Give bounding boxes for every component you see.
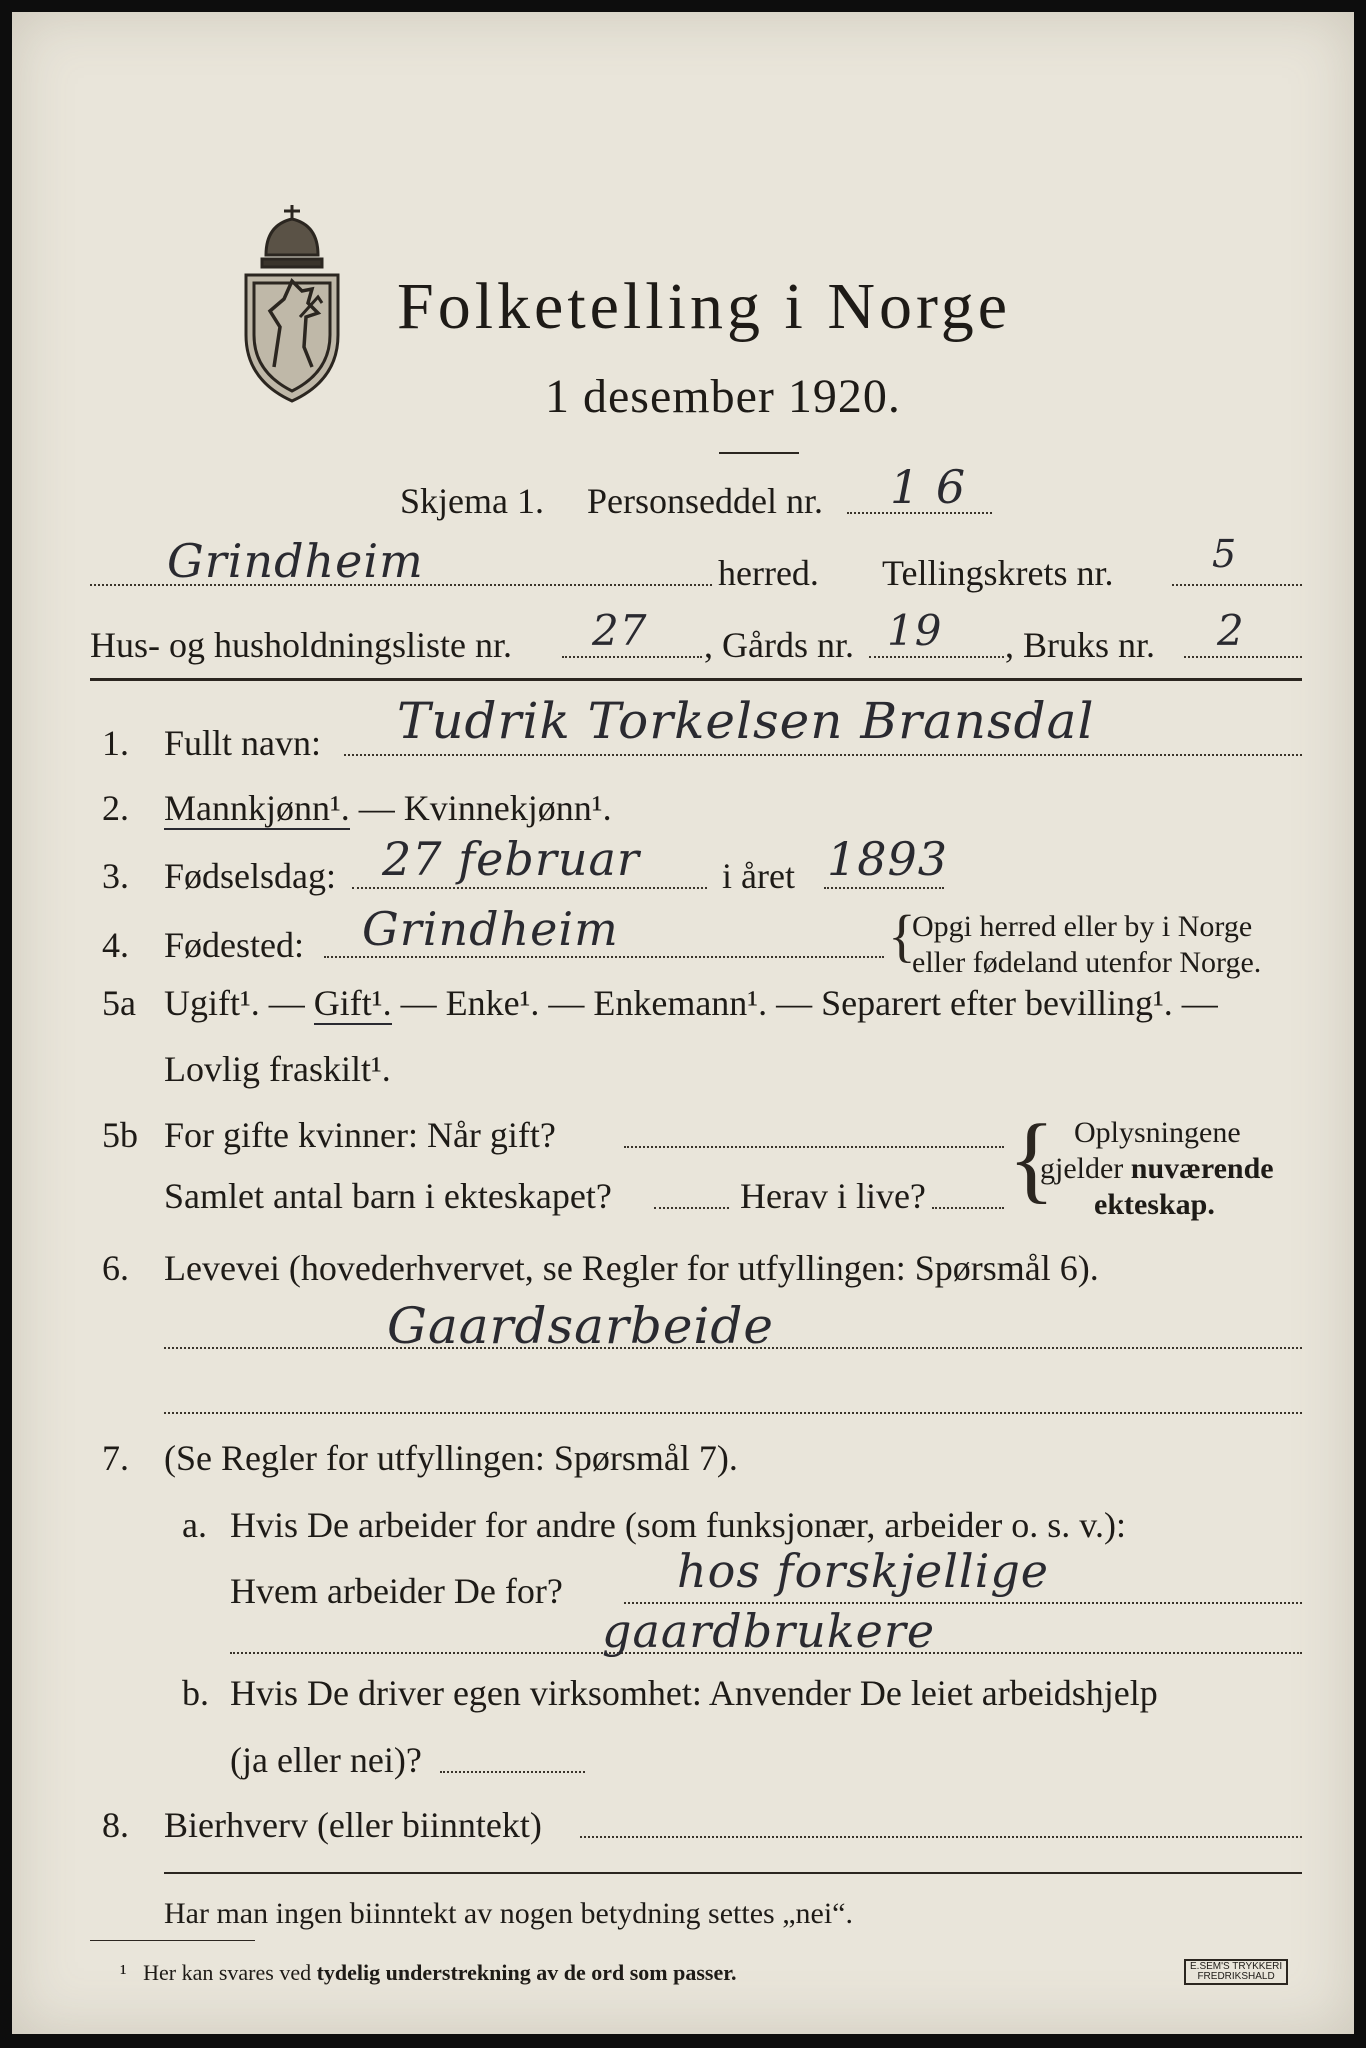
birthplace-value[interactable]: Grindheim xyxy=(362,902,619,956)
husholdningsliste-value[interactable]: 27 xyxy=(592,606,648,655)
herred-value[interactable]: Grindheim xyxy=(167,534,424,588)
occupation-label: Levevei (hovederhvervet, se Regler for utfyllingen: Spørsmål 6). xyxy=(164,1248,1099,1288)
tellingskrets-label: Tellingskrets nr. xyxy=(882,553,1114,593)
side-income-label: Bierhverv (eller biinntekt) xyxy=(164,1805,542,1845)
q6-number: 6. xyxy=(102,1248,129,1288)
birthplace-note-line1: Opgi herred eller by i Norge xyxy=(912,910,1253,943)
gards-value[interactable]: 19 xyxy=(887,606,943,655)
title-divider xyxy=(719,452,799,454)
children-count-label: Samlet antal barn i ekteskapet? xyxy=(164,1176,612,1216)
marriage-note-line2: gjelder nuværende xyxy=(1040,1152,1274,1185)
employer-value-line2[interactable]: gaardbrukere xyxy=(602,1604,936,1658)
gards-label: , Gårds nr. xyxy=(704,625,854,665)
bruks-label: , Bruks nr. xyxy=(1005,625,1156,665)
q3-number: 3. xyxy=(102,856,129,896)
q7-label: (Se Regler for utfyllingen: Spørsmål 7). xyxy=(164,1438,738,1478)
marital-status-options: Ugift¹. — Gift¹. — Enke¹. — Enkemann¹. — Separert efter bevilling¹. — xyxy=(164,983,1218,1023)
birthplace-note-brace: { xyxy=(888,903,916,968)
husholdningsliste-label: Hus- og husholdningsliste nr. xyxy=(90,625,513,665)
footnote-divider xyxy=(90,1940,255,1941)
full-name-value[interactable]: Tudrik Torkelsen Bransdal xyxy=(397,692,1095,750)
header-divider xyxy=(90,678,1302,681)
employer-value-line1[interactable]: hos forskjellige xyxy=(677,1544,1050,1598)
personseddel-label: Personseddel nr. xyxy=(587,481,823,521)
other-status-options[interactable]: — Enke¹. — Enkemann¹. — Separert efter bevilling¹. — xyxy=(391,983,1218,1023)
census-form-sheet xyxy=(12,12,1354,2034)
schema-label: Skjema 1. xyxy=(400,481,544,521)
form-date: 1 desember 1920. xyxy=(545,370,901,423)
ugift-option[interactable]: Ugift¹. xyxy=(164,983,260,1023)
footnote: ¹ Her kan svares ved tydelig understrekning av de ord som passer. xyxy=(120,1960,737,1985)
herred-label: herred. xyxy=(718,553,819,593)
q7a-number: a. xyxy=(182,1505,207,1545)
printer-stamp: E.SEM'S TRYKKERI FREDRIKSHALD xyxy=(1184,1959,1288,1985)
no-income-note: Har man ingen biinntekt av nogen betydning settes „nei“. xyxy=(164,1897,853,1930)
q7a-text: Hvis De arbeider for andre (som funksjonær, arbeider o. s. v.): xyxy=(230,1505,1126,1545)
birthdate-value[interactable]: 27 februar xyxy=(382,832,640,886)
birthdate-label: Fødselsdag: xyxy=(164,856,337,896)
q4-number: 4. xyxy=(102,925,129,965)
sex-options: Mannkjønn¹. — Kvinnekjønn¹. xyxy=(164,788,612,828)
marriage-note-line1: Oplysningene xyxy=(1074,1116,1241,1149)
birthyear-value[interactable]: 1893 xyxy=(827,832,949,886)
personseddel-value[interactable]: 1 6 xyxy=(890,460,967,514)
birthplace-note-line2: eller fødeland utenfor Norge. xyxy=(912,946,1262,979)
marriage-note-line3: ekteskap. xyxy=(1094,1188,1215,1221)
year-label: i året xyxy=(722,856,795,896)
gift-option[interactable]: Gift¹. xyxy=(313,983,392,1023)
q8-number: 8. xyxy=(102,1805,129,1845)
q5a-number: 5a xyxy=(102,983,136,1023)
marriage-note-brace: { xyxy=(1008,1105,1056,1213)
female-option[interactable]: Kvinnekjønn¹. xyxy=(403,788,612,828)
employer-label: Hvem arbeider De for? xyxy=(230,1571,563,1611)
q7b-number: b. xyxy=(182,1673,209,1713)
birthplace-label: Fødested: xyxy=(164,925,304,965)
tellingskrets-value[interactable]: 5 xyxy=(1212,532,1238,576)
q1-number: 1. xyxy=(102,723,129,763)
q5b-number: 5b xyxy=(102,1115,138,1155)
full-name-label: Fullt navn: xyxy=(164,723,322,763)
q7-number: 7. xyxy=(102,1438,129,1478)
hired-help-label: (ja eller nei)? xyxy=(230,1740,422,1780)
q2-number: 2. xyxy=(102,788,129,828)
bruks-value[interactable]: 2 xyxy=(1217,606,1245,655)
norway-coat-of-arms-icon xyxy=(232,197,352,407)
male-option[interactable]: Mannkjønn¹. xyxy=(164,788,350,828)
occupation-value[interactable]: Gaardsarbeide xyxy=(387,1297,775,1355)
form-title: Folketelling i Norge xyxy=(397,270,1012,343)
children-alive-label: Herav i live? xyxy=(740,1176,926,1216)
lovlig-fraskilt-option[interactable]: Lovlig fraskilt¹. xyxy=(164,1049,391,1089)
married-when-label: For gifte kvinner: Når gift? xyxy=(164,1115,556,1155)
q7b-text: Hvis De driver egen virksomhet: Anvender De leiet arbeidshjelp xyxy=(230,1673,1158,1713)
footer-divider xyxy=(164,1872,1302,1874)
